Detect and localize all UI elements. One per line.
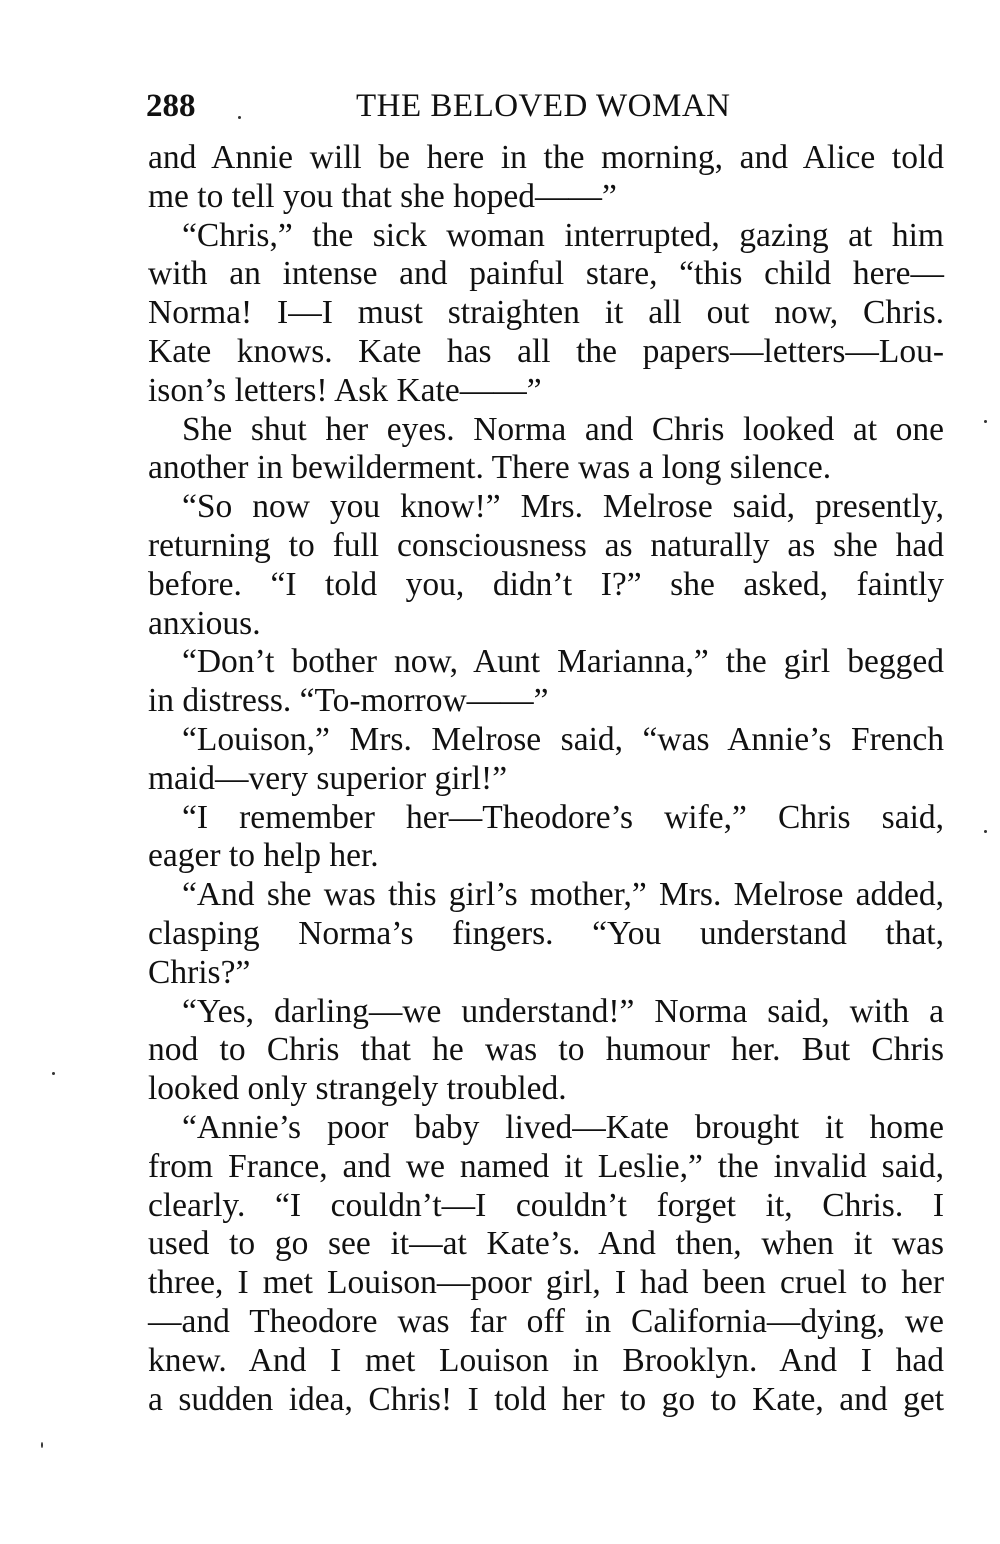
text-line: three, I met Louison—poor girl, I had been cruel to her [148,1264,944,1302]
text-line: returning to full consciousness as naturally as she had [148,526,944,564]
text-line: ison’s letters! Ask Kate——” [148,371,542,409]
text-line: in distress. “To-morrow——” [148,682,549,720]
text-line: Chris?” [148,953,251,991]
text-line: She shut her eyes. Norma and Chris looked at one [182,410,944,448]
text-line: eager to help her. [148,837,379,875]
text-line: Kate knows. Kate has all the papers—letters—Lou- [148,332,944,370]
text-line: looked only strangely troubled. [148,1070,567,1108]
text-line: used to go see it—at Kate’s. And then, when it was [148,1225,944,1263]
text-line: knew. And I met Louison in Brooklyn. And I had [148,1341,944,1379]
text-line: maid—very superior girl!” [148,759,508,797]
text-line: with an intense and painful stare, “this child here— [148,255,944,293]
text-line: “Yes, darling—we understand!” Norma said, with a [182,992,944,1030]
text-line: anxious. [148,604,261,642]
speck-mark [41,1442,43,1448]
text-line: a sudden idea, Chris! I told her to go to Kate, and get [148,1380,944,1418]
book-title: THE BELOVED WOMAN [356,88,731,124]
text-line: Norma! I—I must straighten it all out now, Chris. [148,294,944,332]
text-line: clasping Norma’s fingers. “You understand that, [148,914,944,952]
text-line: “I remember her—Theodore’s wife,” Chris said, [182,798,944,836]
text-line: from France, and we named it Leslie,” the invalid said, [148,1147,944,1185]
text-line: before. “I told you, didn’t I?” she asked, faintly [148,565,944,603]
text-line: “Chris,” the sick woman interrupted, gazing at him [182,216,944,254]
speck-mark [984,420,987,423]
running-head [146,84,946,128]
speck-mark [984,830,987,833]
speck-mark [52,1072,55,1075]
page-number: 288 [146,88,196,124]
speck-mark [238,116,241,119]
text-line: —and Theodore was far off in California—dying, we [148,1302,944,1340]
text-line: another in bewilderment. There was a long silence. [148,449,832,487]
body-text [148,139,944,1419]
text-line: nod to Chris that he was to humour her. But Chris [148,1031,944,1069]
text-line: “Louison,” Mrs. Melrose said, “was Annie’s French [182,720,944,758]
text-line: and Annie will be here in the morning, and Alice told [148,139,944,176]
text-line: clearly. “I couldn’t—I couldn’t forget it, Chris. I [148,1186,944,1224]
text-line: “So now you know!” Mrs. Melrose said, presently, [182,488,944,526]
text-line: “Annie’s poor baby lived—Kate brought it home [182,1108,944,1146]
text-line: “And she was this girl’s mother,” Mrs. Melrose added, [182,876,944,914]
text-line: me to tell you that she hoped——” [148,177,617,215]
text-line: “Don’t bother now, Aunt Marianna,” the girl begged [182,643,944,681]
